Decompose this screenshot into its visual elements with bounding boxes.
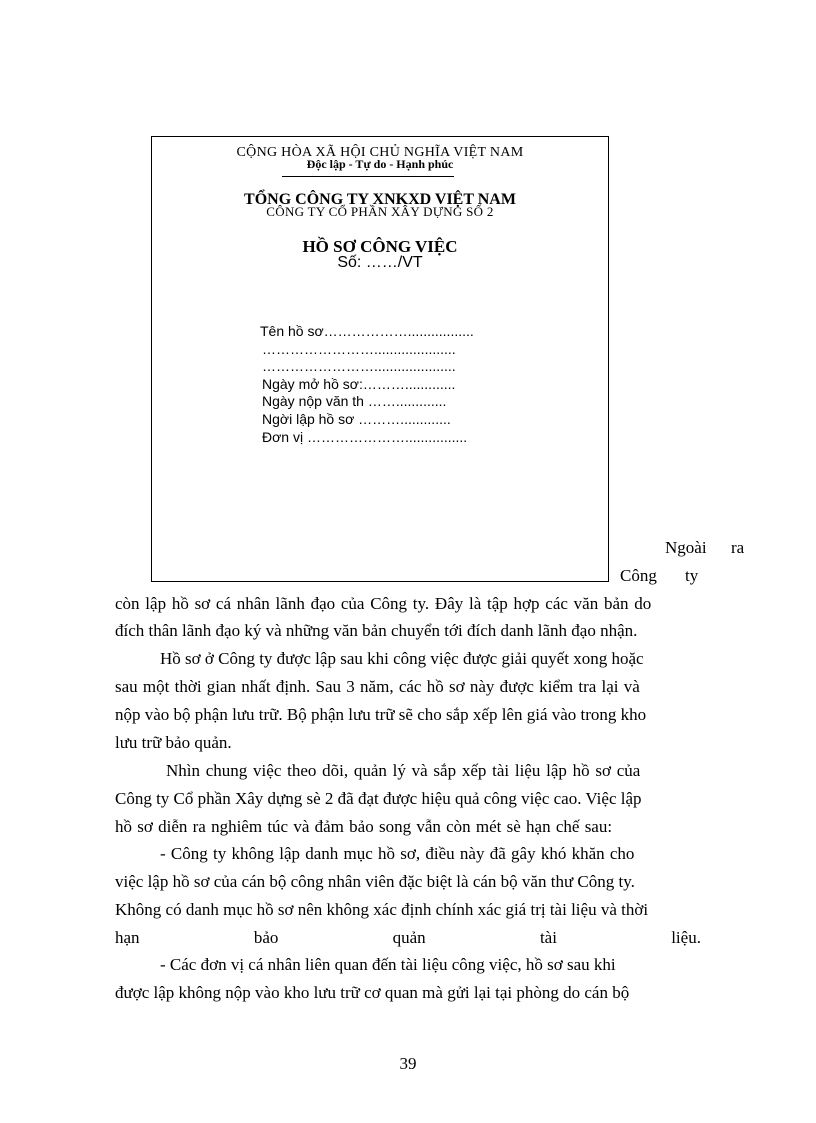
form-fields — [262, 323, 512, 446]
side-word: ra — [731, 538, 745, 557]
page-number: 39 — [399, 1054, 417, 1073]
field-file-name: Tên hồ sơ………………................. — [260, 323, 474, 339]
motto-underline — [282, 176, 454, 177]
body-line: Nhìn chung việc theo dõi, quản lý và sắp xếp tài liệu lập hồ sơ của — [166, 761, 641, 780]
justified-line — [115, 924, 701, 952]
body-line: được lập không nộp vào kho lưu trữ cơ quan mà gửi lại tại phòng do cán bộ — [115, 983, 630, 1002]
file-cover-form — [151, 136, 609, 582]
body-line: Không có danh mục hồ sơ nên không xác định chính xác giá trị tài liệu và thời — [115, 900, 649, 919]
field-creator: Ngời lập hồ sơ ………............. — [262, 410, 451, 427]
justified-word: hạn — [115, 928, 140, 947]
side-word: ty — [685, 566, 699, 585]
body-line: còn lập hồ sơ cá nhân lãnh đạo của Công ty. Đây là tập hợp các văn bản do — [115, 594, 652, 613]
body-line: lưu trữ bảo quản. — [115, 733, 232, 752]
justified-word: liệu. — [671, 928, 701, 947]
body-line: - Công ty không lập danh mục hồ sơ, điều này đã gây khó khăn cho — [160, 844, 635, 863]
body-line: việc lập hồ sơ của cán bộ công nhân viên đặc biệt là cán bộ văn thư Công ty. — [115, 872, 635, 891]
justified-word: quản — [392, 928, 426, 947]
company-name: CÔNG TY CỔ PHẦN XÂY DỰNG SỐ 2 — [266, 204, 494, 219]
form-title: HỒ SƠ CÔNG VIỆC — [302, 237, 458, 256]
field-unit: Đơn vị …………………................ — [262, 428, 468, 445]
side-word: Ngoài — [665, 538, 707, 557]
field-blank-line: ……………………..................... — [262, 358, 456, 375]
republic-heading: CỘNG HÒA XÃ HỘI CHỦ NGHĨA VIỆT NAM — [236, 145, 524, 160]
body-line: sau một thời gian nhất định. Sau 3 năm, các hồ sơ này được kiểm tra lại và — [115, 677, 640, 696]
body-line: Công ty Cổ phần Xây dựng sè 2 đã đạt được hiệu quả công việc cao. Việc lập — [115, 789, 642, 808]
justified-word: tài — [539, 928, 557, 947]
field-open-date: Ngày mở hồ sơ:………............. — [262, 375, 456, 392]
field-blank-line: ……………………..................... — [262, 340, 456, 357]
body-line: đích thân lãnh đạo ký và những văn bản chuyển tới đích danh lãnh đạo nhận. — [115, 621, 638, 640]
body-line: nộp vào bộ phận lưu trữ. Bộ phận lưu trữ sẽ cho sắp xếp lên giá vào trong kho — [115, 705, 647, 724]
national-motto: Độc lập - Tự do - Hạnh phúc — [306, 157, 454, 171]
body-line: Hồ sơ ở Công ty được lập sau khi công việc được giải quyết xong hoặc — [160, 649, 644, 668]
form-number: Số: ……/VT — [337, 254, 423, 271]
body-line: hồ sơ diễn ra nghiêm túc và đảm bảo song vẫn còn mét sè hạn chế sau: — [115, 817, 613, 836]
field-submit-date: Ngày nộp văn th ……............. — [262, 393, 447, 410]
corporation-name: TỔNG CÔNG TY XNKXD VIỆT NAM — [244, 191, 516, 208]
body-line: - Các đơn vị cá nhân liên quan đến tài liệu công việc, hồ sơ sau khi — [160, 955, 616, 974]
side-word: Công — [620, 566, 657, 585]
justified-word: bảo — [253, 928, 279, 947]
